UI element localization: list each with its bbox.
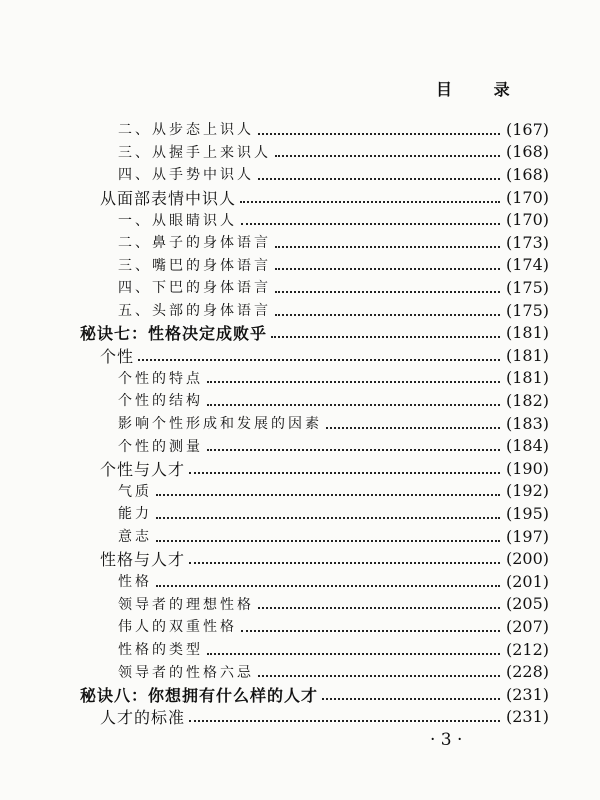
- dot-leader: [275, 267, 500, 270]
- dot-leader: [258, 177, 500, 180]
- toc-entry: [0, 389, 600, 412]
- toc-entry-page: (168): [506, 164, 550, 184]
- toc-entry-title: 领导者的理想性格: [118, 596, 254, 613]
- dot-leader: [156, 584, 500, 587]
- toc-entry-page: (201): [506, 571, 550, 591]
- toc-entry: [0, 638, 600, 661]
- toc-entry-title: 个性的结构: [118, 393, 203, 410]
- dot-leader: [156, 539, 500, 542]
- toc-entry-title: 二、从步态上识人: [118, 122, 254, 139]
- toc-entry-page: (195): [506, 503, 550, 523]
- toc-entry-title: 四、下巴的身体语言: [118, 280, 271, 297]
- toc-entry-page: (197): [506, 526, 550, 546]
- toc-entry-title: 性格: [118, 574, 152, 591]
- dot-leader: [275, 290, 500, 293]
- dot-leader: [138, 358, 500, 361]
- toc-entry-page: (183): [506, 413, 550, 433]
- toc-entry-page: (167): [506, 119, 550, 139]
- toc-entry: [0, 118, 600, 141]
- toc-entry-title: 三、从握手上来识人: [118, 144, 271, 161]
- toc-entry: [0, 367, 600, 390]
- toc-entry-title: 四、从手势中识人: [118, 167, 254, 184]
- running-head: 目 录: [436, 80, 528, 99]
- toc-entry-title: 个性的特点: [118, 370, 203, 387]
- dot-leader: [189, 471, 500, 474]
- toc-entry-title: 秘诀八：你想拥有什么样的人才: [80, 685, 319, 705]
- toc-entry-title: 个性的测量: [118, 438, 203, 455]
- dot-leader: [156, 493, 500, 496]
- toc-entry: [0, 321, 600, 344]
- toc-entry-page: (182): [506, 390, 550, 410]
- toc-entry-page: (200): [506, 549, 550, 569]
- dot-leader: [241, 629, 500, 632]
- toc-entry: [0, 208, 600, 231]
- dot-leader: [258, 132, 500, 135]
- dot-leader: [207, 380, 500, 383]
- toc-entry-page: (170): [506, 210, 550, 230]
- toc-entry: [0, 683, 600, 706]
- toc-entry-title: 性格与人才: [100, 550, 186, 570]
- dot-leader: [207, 652, 500, 655]
- toc-entry: [0, 186, 600, 209]
- toc-entry-page: (228): [506, 662, 550, 682]
- toc-entry-page: (181): [506, 345, 550, 365]
- toc-entry: [0, 434, 600, 457]
- toc-entry-page: (231): [506, 684, 550, 704]
- toc-entry: [0, 706, 600, 729]
- dot-leader: [322, 697, 500, 700]
- toc-entry: [0, 480, 600, 503]
- toc-entry-page: (170): [506, 187, 550, 207]
- toc-entry-title: 影响个性形成和发展的因素: [118, 416, 322, 433]
- toc-entry: [0, 276, 600, 299]
- dot-leader: [275, 245, 500, 248]
- dot-leader: [258, 606, 500, 609]
- dot-leader: [189, 719, 500, 722]
- dot-leader: [275, 154, 500, 157]
- toc-entry-title: 气质: [118, 483, 152, 500]
- page-number: · 3 ·: [430, 730, 463, 750]
- dot-leader: [275, 313, 500, 316]
- toc-entry-title: 一、从眼睛识人: [118, 212, 237, 229]
- toc-entry: [0, 525, 600, 548]
- toc-entry-title: 性格的类型: [118, 642, 203, 659]
- toc-entry: [0, 163, 600, 186]
- toc-entry: [0, 231, 600, 254]
- toc-entry: [0, 502, 600, 525]
- toc-entry-title: 能力: [118, 506, 152, 523]
- toc-entry-page: (175): [506, 277, 550, 297]
- toc-entry-page: (231): [506, 707, 550, 727]
- toc-entry-title: 五、头部的身体语言: [118, 303, 271, 320]
- dot-leader: [326, 426, 500, 429]
- toc-entry-title: 意志: [118, 529, 152, 546]
- toc-entry: [0, 412, 600, 435]
- toc-entry-title: 从面部表情中识人: [100, 188, 237, 208]
- toc-entry-page: (207): [506, 616, 550, 636]
- dot-leader: [241, 222, 500, 225]
- dot-leader: [271, 335, 500, 338]
- toc-entry: [0, 570, 600, 593]
- toc-entry: [0, 254, 600, 277]
- toc-entry-title: 个性: [100, 346, 135, 366]
- toc-entry-title: 人才的标准: [100, 708, 186, 728]
- dot-leader: [207, 403, 500, 406]
- toc-entry-page: (181): [506, 323, 550, 343]
- toc-entry: [0, 660, 600, 683]
- toc-entry: [0, 615, 600, 638]
- toc-entry-title: 个性与人才: [100, 459, 186, 479]
- dot-leader: [189, 561, 500, 564]
- toc-entry-page: (175): [506, 300, 550, 320]
- dot-leader: [156, 516, 500, 519]
- toc-entry-page: (212): [506, 639, 550, 659]
- toc-entry: [0, 547, 600, 570]
- toc-entry: [0, 457, 600, 480]
- toc-entry-page: (184): [506, 436, 550, 456]
- toc-entry-title: 领导者的性格六忌: [118, 664, 254, 681]
- toc-entry-page: (174): [506, 255, 550, 275]
- toc-entry-page: (192): [506, 481, 550, 501]
- toc-entry-page: (168): [506, 142, 550, 162]
- toc-entry-title: 三、嘴巴的身体语言: [118, 257, 271, 274]
- toc-entry-title: 秘诀七：性格决定成败乎: [80, 324, 268, 344]
- toc-entry-page: (205): [506, 594, 550, 614]
- toc-entry-page: (181): [506, 368, 550, 388]
- dot-leader: [258, 674, 500, 677]
- toc-entry: [0, 344, 600, 367]
- toc-entry: [0, 141, 600, 164]
- dot-leader: [207, 448, 500, 451]
- toc-entry: [0, 299, 600, 322]
- toc-entry-page: (190): [506, 458, 550, 478]
- toc-entry-title: 伟人的双重性格: [118, 619, 237, 636]
- toc-entry-page: (173): [506, 232, 550, 252]
- toc-entry-title: 二、鼻子的身体语言: [118, 235, 271, 252]
- dot-leader: [240, 200, 500, 203]
- toc-entry: [0, 593, 600, 616]
